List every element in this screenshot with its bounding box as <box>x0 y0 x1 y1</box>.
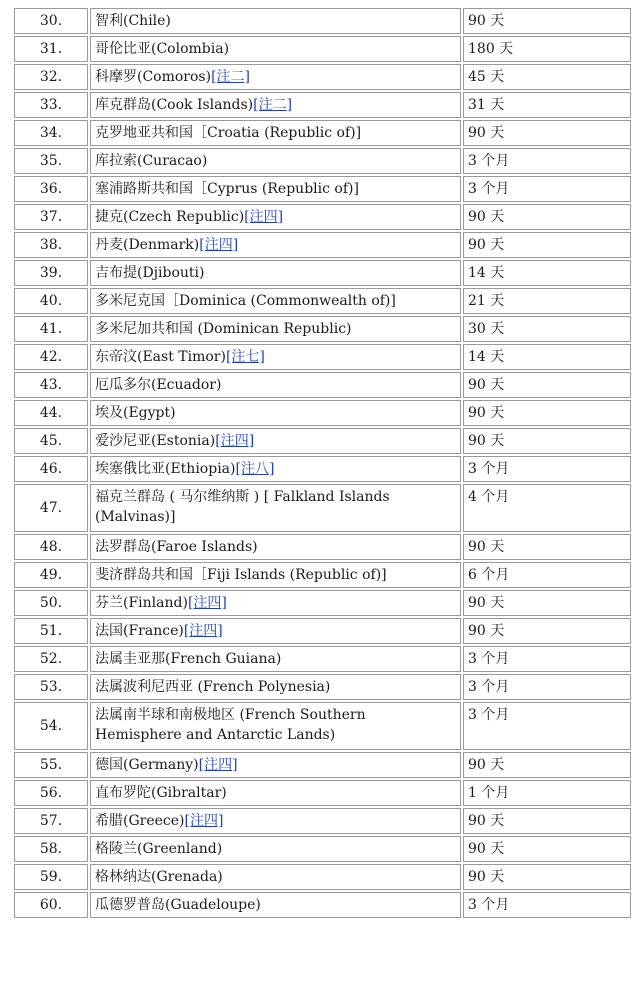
footnote-link[interactable]: [注四] <box>244 209 284 225</box>
stay-duration: 90 天 <box>463 534 631 560</box>
row-number: 39. <box>14 260 88 286</box>
stay-duration: 90 天 <box>463 372 631 398</box>
country-name: 德国(Germany) <box>95 757 199 773</box>
country-cell <box>90 456 461 482</box>
footnote-link[interactable]: [注四] <box>184 813 224 829</box>
country-cell <box>90 316 461 342</box>
row-number: 36. <box>14 176 88 202</box>
visa-free-table <box>12 6 633 920</box>
country-name: 福克兰群岛 ( 马尔维纳斯 ) [ Falkland Islands (Malvinas)] <box>95 489 390 525</box>
table-row <box>14 752 631 778</box>
row-number: 40. <box>14 288 88 314</box>
stay-duration: 3 个月 <box>463 646 631 672</box>
country-name: 吉布提(Djibouti) <box>95 265 205 281</box>
country-name: 塞浦路斯共和国［Cyprus (Republic of)] <box>95 181 359 197</box>
country-name: 瓜德罗普岛(Guadeloupe) <box>95 897 261 913</box>
stay-duration: 3 个月 <box>463 148 631 174</box>
country-name: 埃及(Egypt) <box>95 405 176 421</box>
country-name: 哥伦比亚(Colombia) <box>95 41 230 57</box>
table-row <box>14 36 631 62</box>
country-cell <box>90 808 461 834</box>
country-cell <box>90 780 461 806</box>
footnote-link[interactable]: [注四] <box>199 237 239 253</box>
table-row <box>14 428 631 454</box>
country-name: 埃塞俄比亚(Ethiopia) <box>95 461 236 477</box>
country-cell <box>90 836 461 862</box>
country-cell <box>90 372 461 398</box>
country-name: 多米尼加共和国 (Dominican Republic) <box>95 321 352 337</box>
country-cell <box>90 400 461 426</box>
footnote-link[interactable]: [注八] <box>235 461 275 477</box>
country-name: 库克群岛(Cook Islands) <box>95 97 254 113</box>
table-row <box>14 64 631 90</box>
row-number: 45. <box>14 428 88 454</box>
stay-duration: 90 天 <box>463 428 631 454</box>
stay-duration: 3 个月 <box>463 456 631 482</box>
country-name: 斐济群岛共和国［Fiji Islands (Republic of)] <box>95 567 387 583</box>
country-name: 法属南半球和南极地区 (French Southern Hemisphere and Antarctic Lands) <box>95 707 366 743</box>
table-row <box>14 456 631 482</box>
stay-duration: 90 天 <box>463 120 631 146</box>
country-cell <box>90 864 461 890</box>
country-cell <box>90 534 461 560</box>
stay-duration: 1 个月 <box>463 780 631 806</box>
row-number: 57. <box>14 808 88 834</box>
country-cell <box>90 176 461 202</box>
row-number: 43. <box>14 372 88 398</box>
row-number: 55. <box>14 752 88 778</box>
table-row <box>14 562 631 588</box>
table-row <box>14 534 631 560</box>
stay-duration: 90 天 <box>463 864 631 890</box>
row-number: 38. <box>14 232 88 258</box>
country-name: 法国(France) <box>95 623 184 639</box>
country-name: 克罗地亚共和国［Croatia (Republic of)] <box>95 125 362 141</box>
row-number: 54. <box>14 702 88 750</box>
country-cell <box>90 428 461 454</box>
stay-duration: 3 个月 <box>463 892 631 918</box>
table-row <box>14 92 631 118</box>
table-row <box>14 288 631 314</box>
country-cell <box>90 232 461 258</box>
country-cell <box>90 204 461 230</box>
table-row <box>14 674 631 700</box>
country-name: 多米尼克国［Dominica (Commonwealth of)] <box>95 293 396 309</box>
row-number: 48. <box>14 534 88 560</box>
country-cell <box>90 646 461 672</box>
country-name: 爱沙尼亚(Estonia) <box>95 433 216 449</box>
stay-duration: 4 个月 <box>463 484 631 532</box>
stay-duration: 90 天 <box>463 836 631 862</box>
stay-duration: 90 天 <box>463 400 631 426</box>
footnote-link[interactable]: [注二] <box>253 97 293 113</box>
country-name: 丹麦(Denmark) <box>95 237 200 253</box>
table-row <box>14 836 631 862</box>
table-row <box>14 316 631 342</box>
stay-duration: 45 天 <box>463 64 631 90</box>
row-number: 32. <box>14 64 88 90</box>
table-row <box>14 780 631 806</box>
row-number: 31. <box>14 36 88 62</box>
row-number: 52. <box>14 646 88 672</box>
footnote-link[interactable]: [注四] <box>198 757 238 773</box>
stay-duration: 3 个月 <box>463 674 631 700</box>
table-row <box>14 120 631 146</box>
country-cell <box>90 64 461 90</box>
row-number: 59. <box>14 864 88 890</box>
country-cell <box>90 618 461 644</box>
table-row <box>14 892 631 918</box>
stay-duration: 90 天 <box>463 618 631 644</box>
stay-duration: 21 天 <box>463 288 631 314</box>
country-cell <box>90 92 461 118</box>
table-row <box>14 864 631 890</box>
footnote-link[interactable]: [注四] <box>187 595 227 611</box>
row-number: 33. <box>14 92 88 118</box>
stay-duration: 180 天 <box>463 36 631 62</box>
country-name: 东帝汶(East Timor) <box>95 349 226 365</box>
table-body <box>14 8 631 918</box>
country-name: 科摩罗(Comoros) <box>95 69 212 85</box>
stay-duration: 90 天 <box>463 590 631 616</box>
stay-duration: 90 天 <box>463 8 631 34</box>
country-cell <box>90 562 461 588</box>
table-row <box>14 8 631 34</box>
country-name: 库拉索(Curacao) <box>95 153 208 169</box>
row-number: 42. <box>14 344 88 370</box>
stay-duration: 90 天 <box>463 204 631 230</box>
country-name: 法罗群岛(Faroe Islands) <box>95 539 258 555</box>
country-name: 厄瓜多尔(Ecuador) <box>95 377 222 393</box>
stay-duration: 90 天 <box>463 808 631 834</box>
stay-duration: 14 天 <box>463 260 631 286</box>
country-name: 法属圭亚那(French Guiana) <box>95 651 282 667</box>
country-cell <box>90 288 461 314</box>
row-number: 49. <box>14 562 88 588</box>
row-number: 46. <box>14 456 88 482</box>
row-number: 51. <box>14 618 88 644</box>
country-name: 捷克(Czech Republic) <box>95 209 245 225</box>
footnote-link[interactable]: [注四] <box>183 623 223 639</box>
country-cell <box>90 120 461 146</box>
stay-duration: 3 个月 <box>463 176 631 202</box>
row-number: 50. <box>14 590 88 616</box>
row-number: 56. <box>14 780 88 806</box>
country-name: 智利(Chile) <box>95 13 171 29</box>
row-number: 35. <box>14 148 88 174</box>
table-row <box>14 176 631 202</box>
row-number: 60. <box>14 892 88 918</box>
stay-duration: 90 天 <box>463 752 631 778</box>
country-cell <box>90 8 461 34</box>
row-number: 30. <box>14 8 88 34</box>
table-row <box>14 232 631 258</box>
footnote-link[interactable]: [注二] <box>211 69 251 85</box>
table-row <box>14 590 631 616</box>
table-row <box>14 618 631 644</box>
country-cell <box>90 892 461 918</box>
table-row <box>14 372 631 398</box>
footnote-link[interactable]: [注七] <box>225 349 265 365</box>
table-row <box>14 400 631 426</box>
country-cell <box>90 484 461 532</box>
table-row <box>14 484 631 532</box>
stay-duration: 90 天 <box>463 232 631 258</box>
table-row <box>14 808 631 834</box>
country-name: 希腊(Greece) <box>95 813 185 829</box>
stay-duration: 31 天 <box>463 92 631 118</box>
table-row <box>14 148 631 174</box>
country-cell <box>90 752 461 778</box>
country-name: 法属波利尼西亚 (French Polynesia) <box>95 679 331 695</box>
country-name: 格林纳达(Grenada) <box>95 869 223 885</box>
country-cell <box>90 36 461 62</box>
row-number: 37. <box>14 204 88 230</box>
country-name: 直布罗陀(Gibraltar) <box>95 785 227 801</box>
country-name: 芬兰(Finland) <box>95 595 188 611</box>
row-number: 44. <box>14 400 88 426</box>
country-name: 格陵兰(Greenland) <box>95 841 223 857</box>
country-cell <box>90 702 461 750</box>
table-row <box>14 702 631 750</box>
row-number: 34. <box>14 120 88 146</box>
stay-duration: 30 天 <box>463 316 631 342</box>
stay-duration: 3 个月 <box>463 702 631 750</box>
country-cell <box>90 590 461 616</box>
table-row <box>14 646 631 672</box>
row-number: 47. <box>14 484 88 532</box>
table-row <box>14 344 631 370</box>
country-cell <box>90 674 461 700</box>
table-row <box>14 260 631 286</box>
country-cell <box>90 148 461 174</box>
row-number: 53. <box>14 674 88 700</box>
country-cell <box>90 260 461 286</box>
stay-duration: 6 个月 <box>463 562 631 588</box>
country-cell <box>90 344 461 370</box>
table-row <box>14 204 631 230</box>
row-number: 58. <box>14 836 88 862</box>
footnote-link[interactable]: [注四] <box>215 433 255 449</box>
stay-duration: 14 天 <box>463 344 631 370</box>
row-number: 41. <box>14 316 88 342</box>
